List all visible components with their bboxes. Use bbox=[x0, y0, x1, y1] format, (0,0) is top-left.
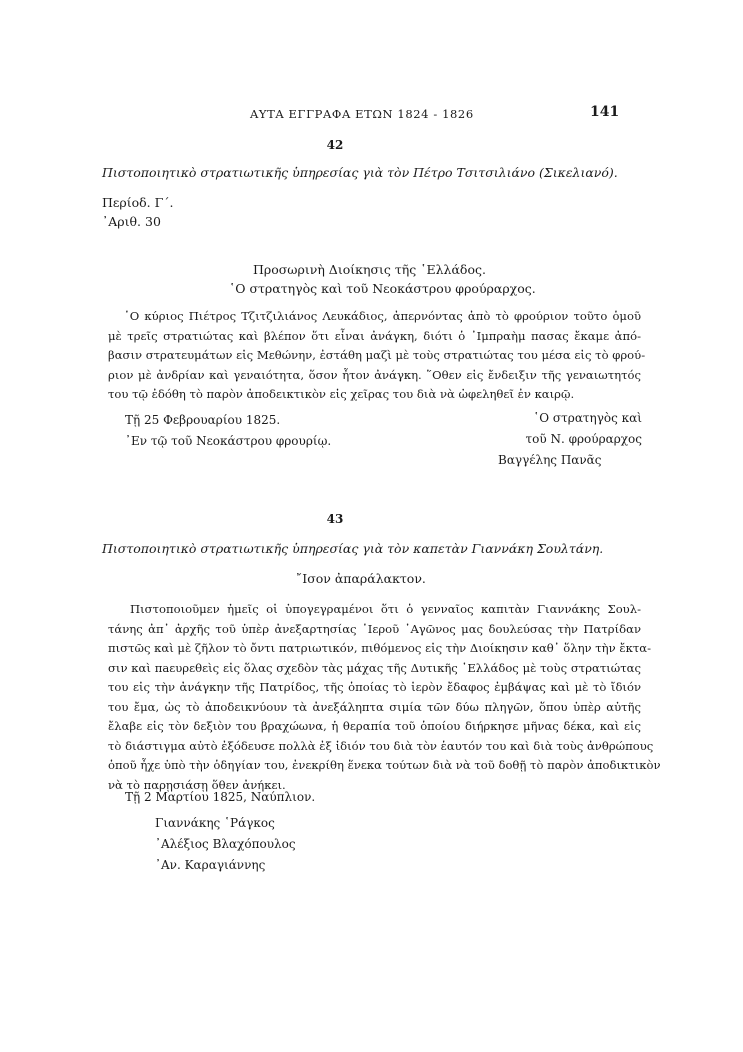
doc42-body-line: βασιν στρατευμάτων εἰς Μεθώνην, ἐστάθη μαζὶ μὲ τοὺς στρατιώτας του μέσα εἰς τὸ φρού- bbox=[108, 348, 646, 362]
doc43-body-line: σιν καὶ πaευρεθεὶς εἰς ὅλας σχεδὸν τὰς μάχας τῆς Δυτικῆς ῾Ελλάδος μὲ τοὺς στρατιώτας bbox=[108, 660, 641, 675]
page-number: 141 bbox=[590, 104, 620, 120]
doc43-body-line: Πιστοποιοῦμεν ἡμεῖς οἱ ὑπογεγραμένοι ὅτι ὁ γενναῖος καπιτὰν Γιαννάκης Σουλ- bbox=[130, 602, 641, 616]
doc42-authority: Προσωρινὴ Διοίκησις τῆς ῾Ελλάδος. bbox=[253, 262, 486, 277]
doc42-signature-line: τοῦ Ν. φρούραρχος bbox=[525, 432, 642, 446]
doc42-place: ᾽Εν τῷ τοῦ Νεοκάστρου φρουρίῳ. bbox=[125, 434, 332, 448]
doc42-body-line: του τῷ ἐδόθη τὸ παρὸν ἀποδεικτικὸν εἰς χεῖρας του διὰ νὰ ὠφεληθεῖ ἐν καιρῷ. bbox=[108, 387, 575, 401]
doc42-ref-period: Περίοδ. Γ΄. bbox=[102, 195, 174, 210]
doc43-signatory: ᾽Αν. Καραγιάννης bbox=[155, 858, 266, 872]
doc43-signatory: ᾽Αλέξιος Βλαχόπουλος bbox=[155, 837, 296, 851]
doc43-signatories bbox=[155, 813, 296, 876]
doc43-signatory: Γιαννάκης ῾Ράγκος bbox=[155, 816, 275, 830]
doc43-body-line: ἔλαβε εἰς τὸν δεξιὸν του βραχώωνα, ἡ θεραπία τοῦ ὁποίου διήρκησε μῆνας δέκα, καὶ εἰς bbox=[108, 719, 641, 733]
running-title: ΑΥΤΑ ΕΓΓΡΑΦΑ ΕΤΩΝ 1824 - 1826 bbox=[250, 107, 474, 121]
doc42-signature-line: ῾Ο στρατηγὸς καὶ bbox=[533, 411, 642, 425]
doc42-body bbox=[108, 307, 646, 405]
doc43-body-line: πιστῶς καὶ μὲ ζῆλον τὸ ὄντι πατριωτικόν, πιθόμενος εἰς τὴν Διοίκησιν καθ᾽ ὅλην τὴν ἔκτα- bbox=[108, 641, 651, 655]
doc43-body bbox=[108, 600, 661, 795]
doc43-number: 43 bbox=[326, 512, 344, 526]
doc43-body-line: τάνης ἀπ᾽ ἀρχῆς τοῦ ὑπὲρ ἀνεξαρτησίας ῾Ιεροῦ ᾽Αγῶνος μας δουλεύσας τὴν Πατρίδαν bbox=[108, 621, 641, 636]
doc42-signature bbox=[498, 408, 642, 471]
doc42-number: 42 bbox=[326, 138, 344, 152]
doc42-body-line: ριον μὲ ἀνδρίαν καὶ γεναιότητα, ὅσον ἦτον ἀνάγκη. ῞Οθεν εἰς ἔνδειξιν τῆς γεναιωτητός bbox=[108, 367, 641, 382]
doc42-issuer: ῾Ο στρατηγὸς καὶ τοῦ Νεοκάστρου φρούραρχος. bbox=[229, 281, 536, 296]
doc42-title: Πιστοποιητικὸ στρατιωτικῆς ὑπηρεσίας γιὰ τὸν Πέτρο Τσιτσιλιάνο (Σικελιανό). bbox=[102, 165, 618, 180]
doc42-body-line: ῾Ο κύριος Πιέτρος Τζιτζιλιάνος Λευκάδιος, ἀπερνόντας ἀπὸ τὸ φρούριον τοῦτο ὁμοῦ bbox=[124, 309, 641, 323]
doc42-date: Τῇ 25 Φεβρουαρίου 1825. bbox=[125, 413, 281, 427]
doc42-body-line: μὲ τρεῖς στρατιώτας καὶ βλέπον ὅτι εἶναι ἀνάγκη, διότι ὁ ᾽Ιμπραὴμ πασας ἔκαμε ἀπό- bbox=[108, 328, 641, 343]
doc43-body-line: νὰ τὸ παρῃσιάσῃ ὅθεν ἀνήκει. bbox=[108, 777, 286, 792]
doc43-body-line: ὁποῦ ἦχε ὑπὸ τὴν ὁδηγίαν του, ἐνεκρίθη ἕνεκα τούτων διὰ νὰ τοῦ δοθῇ τὸ παρὸν ἀποδικτικὸν bbox=[108, 758, 661, 772]
doc43-body-line: του ἔμα, ὡς τὸ ἀποδεικνύουν τὰ ἀνεξάληπτα σιμία τῶν δύω πληγῶν, ὅπου ὑπὲρ αὐτῆς bbox=[108, 699, 641, 714]
doc42-ref-number: ᾽Αριθ. 30 bbox=[102, 214, 161, 229]
doc43-date: Τῇ 2 Μαρτίου 1825, Ναύπλιον. bbox=[125, 790, 316, 804]
doc42-signature-name: Βαγγέλης Πανᾶς bbox=[498, 453, 602, 467]
doc43-subtitle: ῎Ισον ἀπαράλακτον. bbox=[296, 571, 426, 586]
doc43-title: Πιστοποιητικὸ στρατιωτικῆς ὑπηρεσίας γιὰ τὸν καπετὰν Γιαννάκη Σουλτάνη. bbox=[102, 541, 604, 556]
doc43-body-line: του εἰς τὴν ἀνάγκην τῆς Πατρίδος, τῆς ὁποίας τὸ ἱερὸν ἔδαφος ἐμβάψας καὶ μὲ τὸ ἴδιόν bbox=[108, 680, 641, 694]
doc43-body-line: τὸ διάστιγμα αὐτὸ ἐξόδευσε πολλὰ ἐξ ἰδιόν του διὰ τὸν ἑαυτόν του καὶ διὰ τοὺς ἀνθρώπους bbox=[108, 738, 654, 753]
